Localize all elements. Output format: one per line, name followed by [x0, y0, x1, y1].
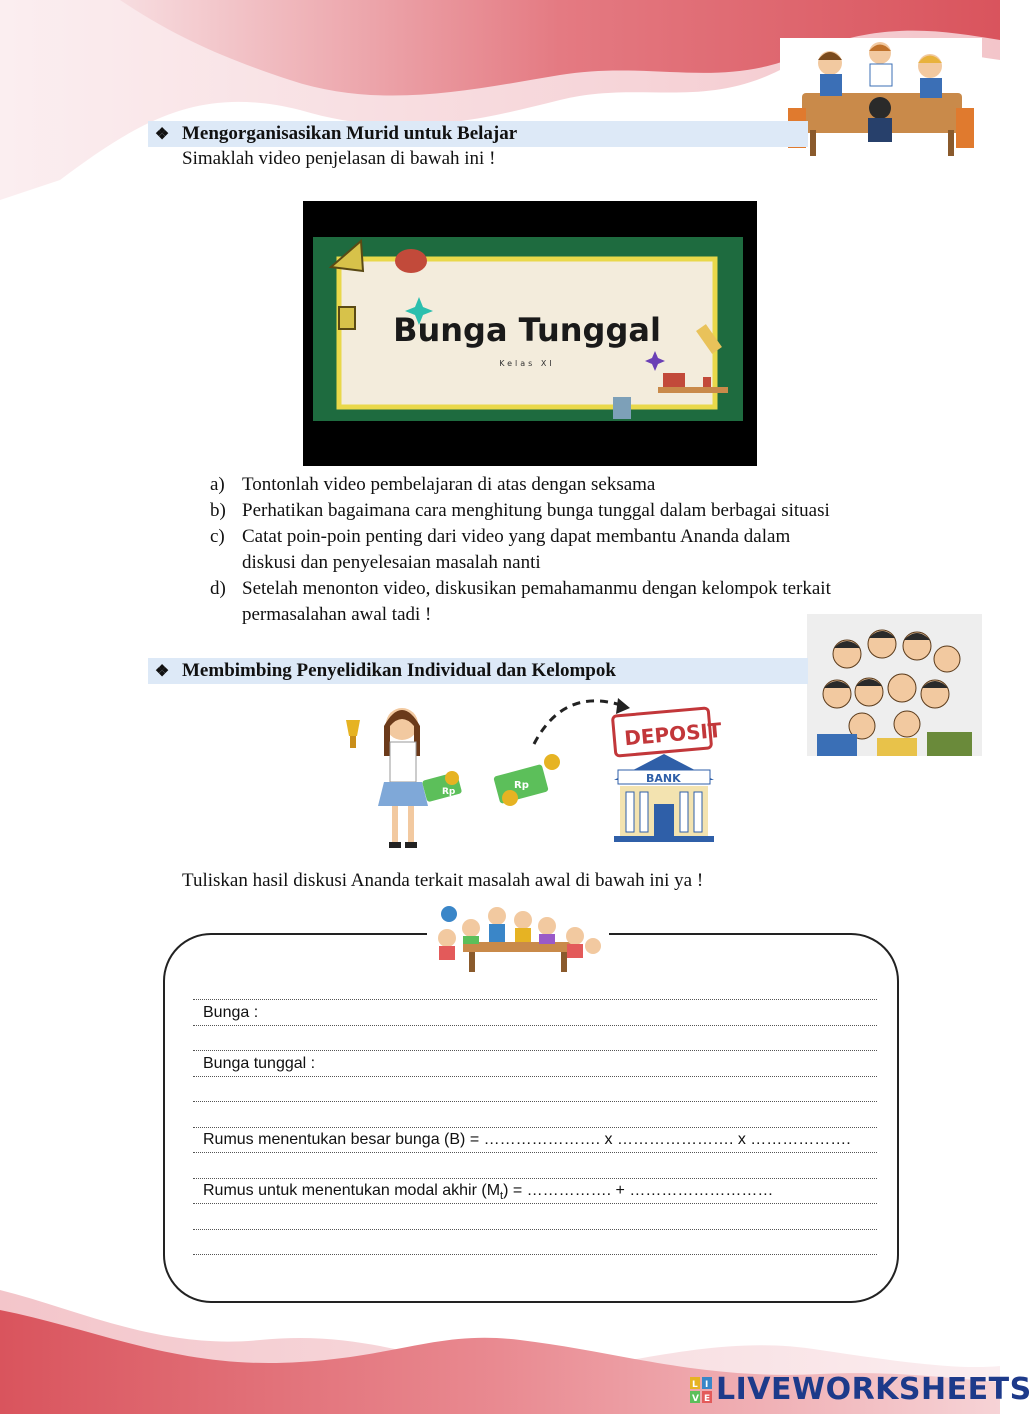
final-capital-formula-field: [203, 1182, 773, 1202]
brand-name: LIVEWORKSHEETS: [716, 1372, 1032, 1407]
list-item-text: Tontonlah video pembelajaran di atas dengan seksama: [242, 474, 656, 495]
section-title: Mengorganisasikan Murid untuk Belajar: [182, 123, 518, 144]
answer-line: [193, 999, 877, 1000]
answer-line: [193, 1050, 877, 1051]
discussion-prompt: Tuliskan hasil diskusi Ananda terkait masalah awal di bawah ini ya !: [182, 870, 704, 891]
answer-line: [193, 1178, 877, 1179]
formula-subscript: t: [500, 1190, 504, 1203]
list-item-text: diskusi dan penyelesaian masalah nanti: [242, 552, 541, 573]
section-title: Membimbing Penyelidikan Individual dan Kelompok: [182, 660, 616, 681]
list-item: [210, 498, 890, 524]
list-item: [210, 524, 890, 576]
list-item-text: permasalahan awal tadi !: [242, 604, 432, 625]
bunga-field-label: Bunga :: [203, 1004, 259, 1021]
diamond-bullet-icon: ❖: [154, 126, 170, 143]
list-item-label: b): [210, 500, 226, 521]
interest-formula-field: Rumus menentukan besar bunga (B) = …………………. x …………………. x ……………….: [203, 1131, 851, 1148]
answer-line: [193, 1229, 877, 1230]
group-study-illustration: [427, 902, 609, 974]
answer-line: [193, 1025, 877, 1026]
cheering-group-illustration: [807, 614, 982, 756]
formula-prefix: Rumus untuk menentukan modal akhir (M: [203, 1182, 501, 1199]
list-item: [210, 576, 890, 628]
video-thumbnail: [303, 201, 757, 466]
list-item: [210, 472, 890, 498]
video-subtitle: Kelas XI: [499, 359, 555, 368]
answer-box: [163, 933, 899, 1303]
list-item-label: a): [210, 474, 225, 495]
list-item-text: Catat poin-poin penting dari video yang dapat membantu Ananda dalam: [242, 526, 791, 547]
answer-line: [193, 1152, 877, 1153]
logo-letter: V: [692, 1393, 700, 1404]
liveworksheets-brand: [690, 1372, 1032, 1407]
money-label: Rp: [514, 780, 529, 791]
bunga-tunggal-field-label: Bunga tunggal :: [203, 1055, 316, 1072]
deposit-label: DEPOSIT: [623, 717, 723, 751]
student-deposit-illustration: [334, 686, 726, 862]
formula-suffix: ) = ……………. + ………………………: [503, 1182, 774, 1199]
bank-label: BANK: [646, 772, 681, 785]
video-player[interactable]: [303, 201, 757, 466]
logo-letter: I: [705, 1379, 709, 1390]
instruction-list: [210, 472, 890, 628]
section-heading-investigation: [148, 658, 808, 684]
video-title: Bunga Tunggal: [393, 311, 661, 349]
list-item-text: Setelah menonton video, diskusikan pemahamanmu dengan kelompok terkait: [242, 578, 831, 599]
money-label: Rp: [442, 787, 456, 797]
liveworksheets-logo-icon: [690, 1377, 712, 1403]
logo-letter: E: [704, 1393, 711, 1404]
answer-line: [193, 1101, 877, 1102]
video-intro-text: Simaklah video penjelasan di bawah ini !: [182, 148, 496, 169]
answer-line: [193, 1076, 877, 1077]
diamond-bullet-icon: ❖: [154, 663, 170, 680]
list-item-label: d): [210, 578, 226, 599]
students-at-table-illustration: [780, 38, 982, 158]
answer-line: [193, 1254, 877, 1255]
list-item-text: Perhatikan bagaimana cara menghitung bunga tunggal dalam berbagai situasi: [242, 500, 830, 521]
answer-line: [193, 1127, 877, 1128]
section-heading-organize: [148, 121, 808, 147]
logo-letter: L: [692, 1379, 699, 1390]
list-item-label: c): [210, 526, 225, 547]
answer-line: [193, 1203, 877, 1204]
